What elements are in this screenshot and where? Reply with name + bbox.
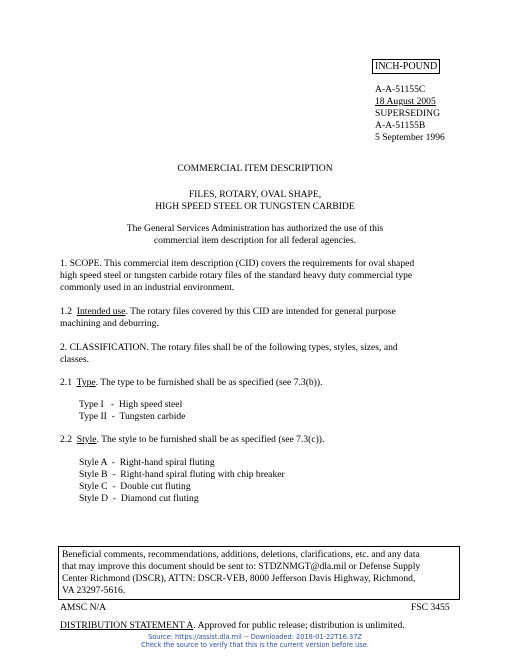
document-number-block <box>375 84 485 144</box>
doc-date: 18 August 2005 <box>375 96 436 107</box>
page-title: COMMERCIAL ITEM DESCRIPTION <box>177 163 333 174</box>
type-list <box>79 399 185 423</box>
scope-line1: 1. SCOPE. This commercial item description (CID) covers the requirements for oval shaped <box>60 258 415 269</box>
type-number: 2.1 <box>60 377 72 388</box>
intended-use-paragraph <box>60 306 460 330</box>
type-text: . The type to be furnished shall be as specified (see 7.3(b)). <box>95 377 323 388</box>
list-item: Type II - Tungsten carbide <box>79 411 186 422</box>
scope-paragraph <box>60 258 460 294</box>
comments-line1: Beneficial comments, recommendations, additions, deletions, clarifications, etc. and any data <box>62 549 420 560</box>
amsc-code: AMSC N/A <box>60 602 107 613</box>
superseded-doc-date: 5 September 1996 <box>375 132 445 143</box>
superseding-label: SUPERSEDING <box>375 108 441 119</box>
intended-use-line2: machining and deburring. <box>60 317 159 329</box>
classification-line2: classes. <box>60 353 90 365</box>
style-paragraph <box>60 434 460 446</box>
list-item: Type I - High speed steel <box>79 399 183 410</box>
scope-line2: high speed steel or tungsten carbide rotary files of the standard heavy duty commercial type <box>60 269 413 281</box>
intended-use-text: . The rotary files covered by this CID are intended for general purpose <box>125 306 396 317</box>
intended-use-heading: Intended use <box>76 306 126 317</box>
source-banner <box>0 633 510 649</box>
distribution-text: . Approved for public release; distribution is unlimited. <box>193 620 405 631</box>
authorization-line1: The General Services Administration has authorized the use of this <box>126 223 384 234</box>
authorization-line2: commercial item description for all federal agencies. <box>153 235 357 246</box>
comments-box <box>58 546 460 600</box>
scope-line3: commonly used in an industrial environment. <box>60 281 235 293</box>
intended-use-number: 1.2 <box>60 306 72 317</box>
doc-number: A-A-51155C <box>375 84 426 95</box>
source-line2: Check the source to verify that this is the current version before use. <box>141 641 369 649</box>
comments-line2: that may improve this document should be sent to: STDZNMGT@dla.mil or Defense Supply <box>62 561 421 572</box>
comments-line4: VA 23297-5616. <box>62 585 126 596</box>
style-list <box>79 457 285 505</box>
classification-paragraph <box>60 342 460 366</box>
style-number: 2.2 <box>60 434 72 445</box>
distribution-statement <box>60 620 405 632</box>
style-heading: Style <box>76 434 97 445</box>
fsc-code: FSC 3455 <box>411 602 450 613</box>
superseded-doc-number: A-A-51155B <box>375 120 426 131</box>
intended-use-line1 <box>60 306 460 318</box>
source-line1: Source: https://assist.dla.mil -- Downloaded: 2018-01-22T16:37Z <box>148 633 362 641</box>
list-item: Style C - Double cut fluting <box>79 481 191 492</box>
item-title-line2: HIGH SPEED STEEL OR TUNGSTEN CARBIDE <box>155 201 355 212</box>
comments-line3: Center Richmond (DSCR), ATTN: DSCR-VEB, 8000 Jefferson Davis Highway, Richmond, <box>62 573 416 584</box>
classification-line1: 2. CLASSIFICATION. The rotary files shall be of the following types, styles, sizes, and <box>60 342 398 353</box>
item-title-line1: FILES, ROTARY, OVAL SHAPE, <box>188 189 322 200</box>
list-item: Style D - Diamond cut fluting <box>79 493 199 504</box>
inch-pound-box: INCH-POUND <box>372 59 440 74</box>
list-item: Style B - Right-hand spiral fluting with chip breaker <box>79 469 285 480</box>
type-heading: Type <box>76 377 96 388</box>
style-text: . The style to be furnished shall be as specified (see 7.3(c)). <box>96 434 325 445</box>
list-item: Style A - Right-hand spiral fluting <box>79 457 215 468</box>
distribution-label: DISTRIBUTION STATEMENT A <box>60 620 194 631</box>
type-paragraph <box>60 377 460 389</box>
